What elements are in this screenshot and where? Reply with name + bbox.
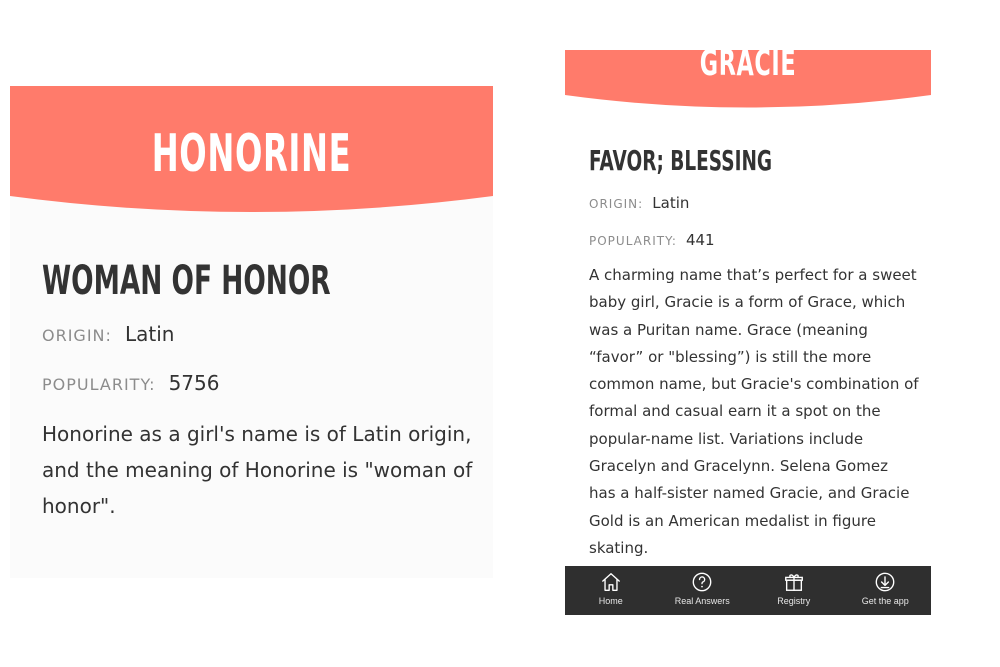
gift-icon <box>783 571 805 593</box>
origin-value: Latin <box>125 322 175 346</box>
origin-value: Latin <box>652 194 690 212</box>
popularity-value: 5756 <box>168 371 220 395</box>
popularity-row <box>42 371 219 395</box>
nav-label: Get the app <box>861 596 909 606</box>
nav-label: Home <box>598 596 623 606</box>
name-description: Honorine as a girl's name is of Latin origin, and the meaning of Honorine is "woman of honor". <box>42 422 473 518</box>
nav-item-registry[interactable] <box>748 566 840 615</box>
nav-item-get-the-app[interactable] <box>840 566 932 615</box>
name-card-honorine <box>10 86 493 578</box>
origin-label: ORIGIN: <box>42 326 112 345</box>
name-description: A charming name that’s perfect for a sweet baby girl, Gracie is a form of Grace, which was a Puritan name. Grace (meaning “favor” or "blessing”) is still the more common name, but Gracie's combination of formal and casual earn it a spot on the popular-name list. Variations include Gracelyn and Gracelynn. Selena Gomez has a half-sister named Gracie, and Gracie Gold is an American medalist in figure skating. <box>589 266 919 557</box>
home-icon <box>600 571 622 593</box>
popularity-value: 441 <box>685 231 715 249</box>
download-circle-icon <box>874 571 896 593</box>
origin-row <box>42 322 174 346</box>
popularity-label: POPULARITY: <box>589 234 677 248</box>
name-meaning-heading: FAVOR; BLESSING <box>589 144 773 177</box>
origin-row <box>589 193 689 212</box>
name-card-gracie <box>565 50 931 615</box>
origin-label: ORIGIN: <box>589 197 644 211</box>
question-circle-icon <box>691 571 713 593</box>
nav-label: Real Answers <box>674 596 730 606</box>
name-meaning-heading: WOMAN OF HONOR <box>42 258 331 304</box>
popularity-label: POPULARITY: <box>42 375 156 394</box>
nav-item-home[interactable] <box>565 566 657 615</box>
baby-name-title: HONORINE <box>151 124 352 184</box>
nav-item-real-answers[interactable] <box>657 566 749 615</box>
bottom-nav-bar <box>565 566 931 615</box>
baby-name-title: GRACIE <box>699 50 797 84</box>
popularity-row <box>589 230 715 249</box>
nav-label: Registry <box>777 596 811 606</box>
